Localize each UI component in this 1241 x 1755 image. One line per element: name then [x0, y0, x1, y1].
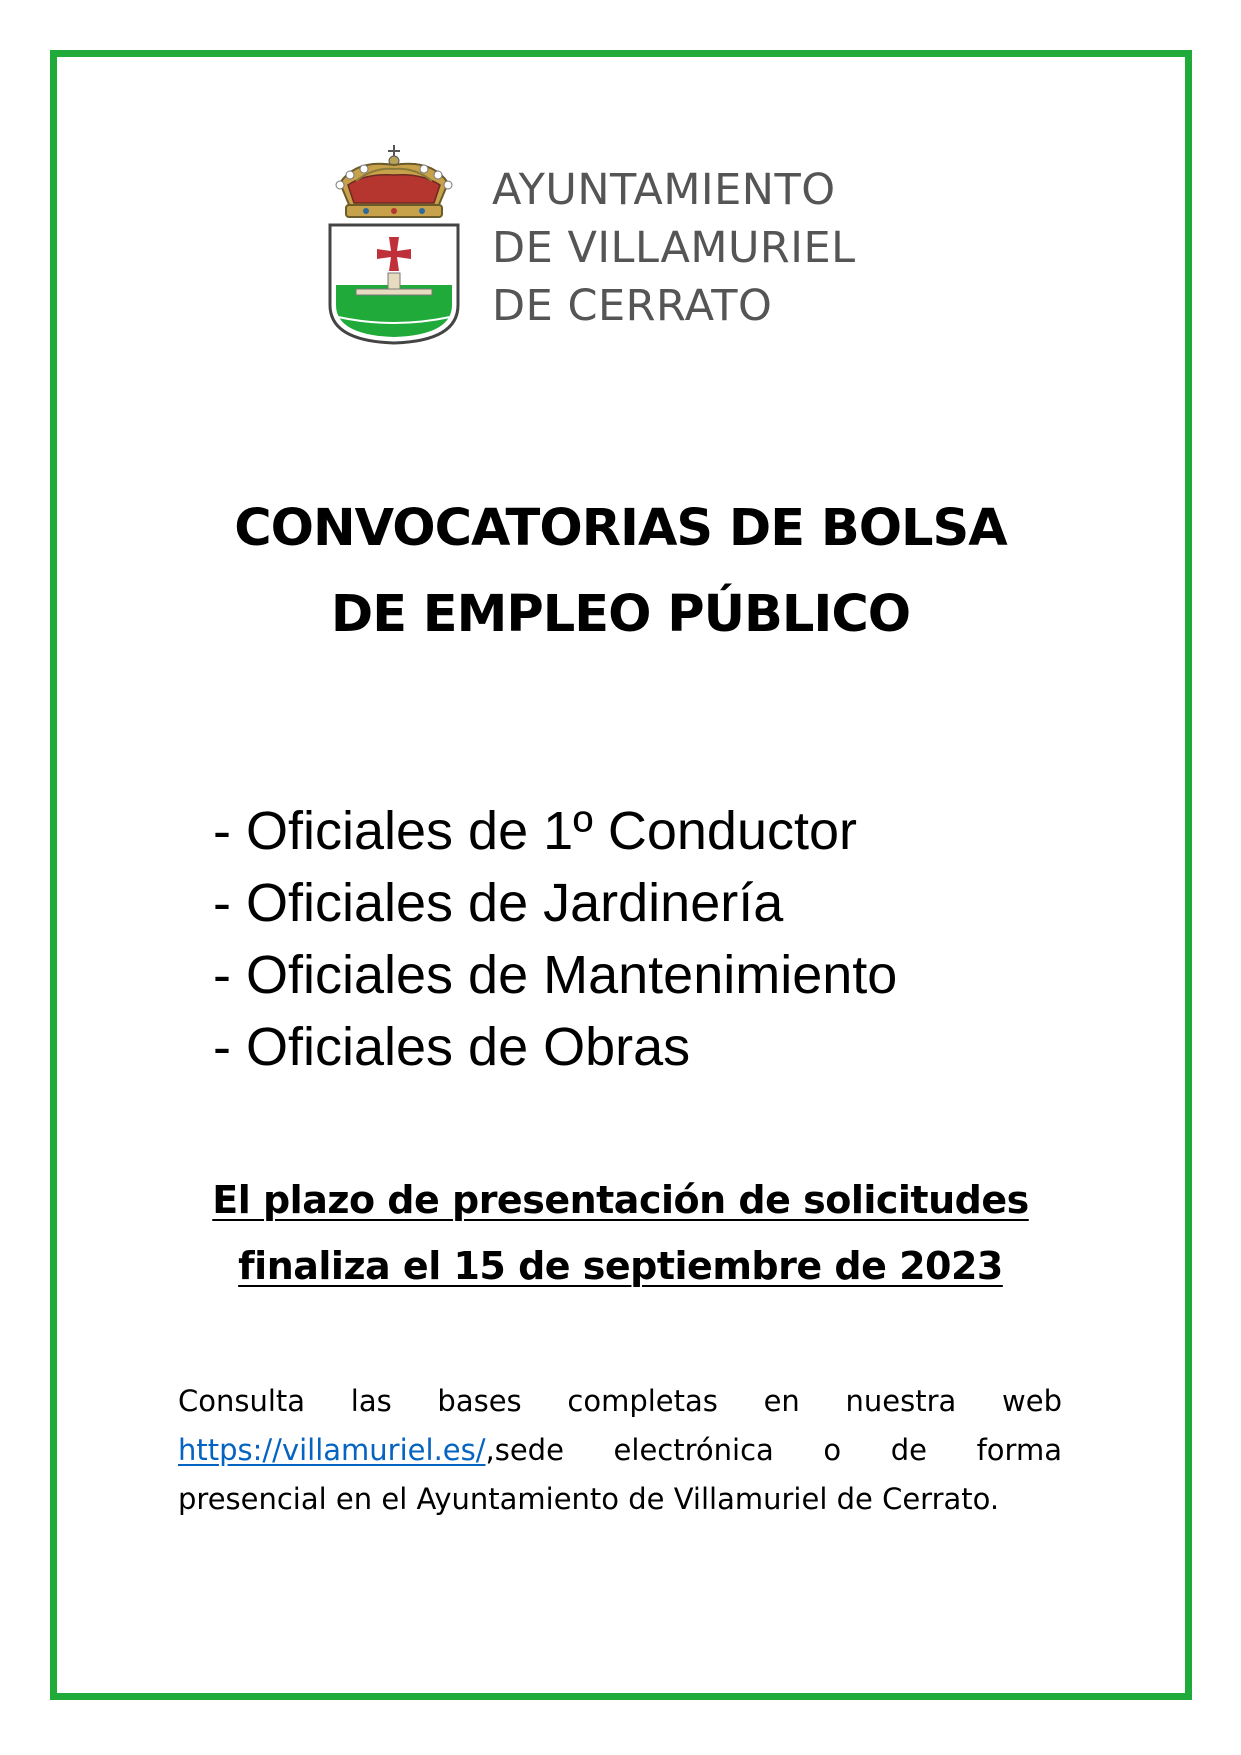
website-link[interactable]: https://villamuriel.es/ [178, 1433, 486, 1467]
list-item: - Oficiales de Obras [213, 1017, 691, 1077]
municipality-name-line: DE CERRATO [492, 281, 773, 331]
page-title-line: DE EMPLEO PÚBLICO [330, 585, 911, 644]
info-line: presencial en el Ayuntamiento de Villamuriel de Cerrato. [178, 1482, 1000, 1516]
list-item: - Oficiales de Jardinería [213, 873, 784, 933]
info-line: Consulta las bases completas en nuestra web [178, 1384, 1062, 1418]
info-text: ,sede electrónica o de forma [485, 1433, 1062, 1467]
page-title-line: CONVOCATORIAS DE BOLSA [234, 499, 1007, 558]
municipal-logo [326, 145, 926, 345]
deadline-text: finaliza el 15 de septiembre de 2023 [238, 1244, 1003, 1288]
deadline-line [0, 1167, 1241, 1233]
deadline-notice [0, 1167, 1241, 1299]
page-title [0, 486, 1241, 658]
info-paragraph [178, 1377, 1062, 1524]
municipality-name-line: AYUNTAMIENTO [492, 165, 836, 215]
municipality-name-line: DE VILLAMURIEL [492, 223, 856, 273]
deadline-line [0, 1233, 1241, 1299]
municipality-name [492, 161, 856, 335]
positions-list [213, 795, 897, 1083]
list-item: - Oficiales de 1º Conductor [213, 801, 858, 861]
deadline-text: El plazo de presentación de solicitudes [212, 1178, 1029, 1222]
coat-of-arms-icon [326, 145, 462, 345]
info-line [178, 1426, 1062, 1475]
list-item: - Oficiales de Mantenimiento [213, 945, 898, 1005]
